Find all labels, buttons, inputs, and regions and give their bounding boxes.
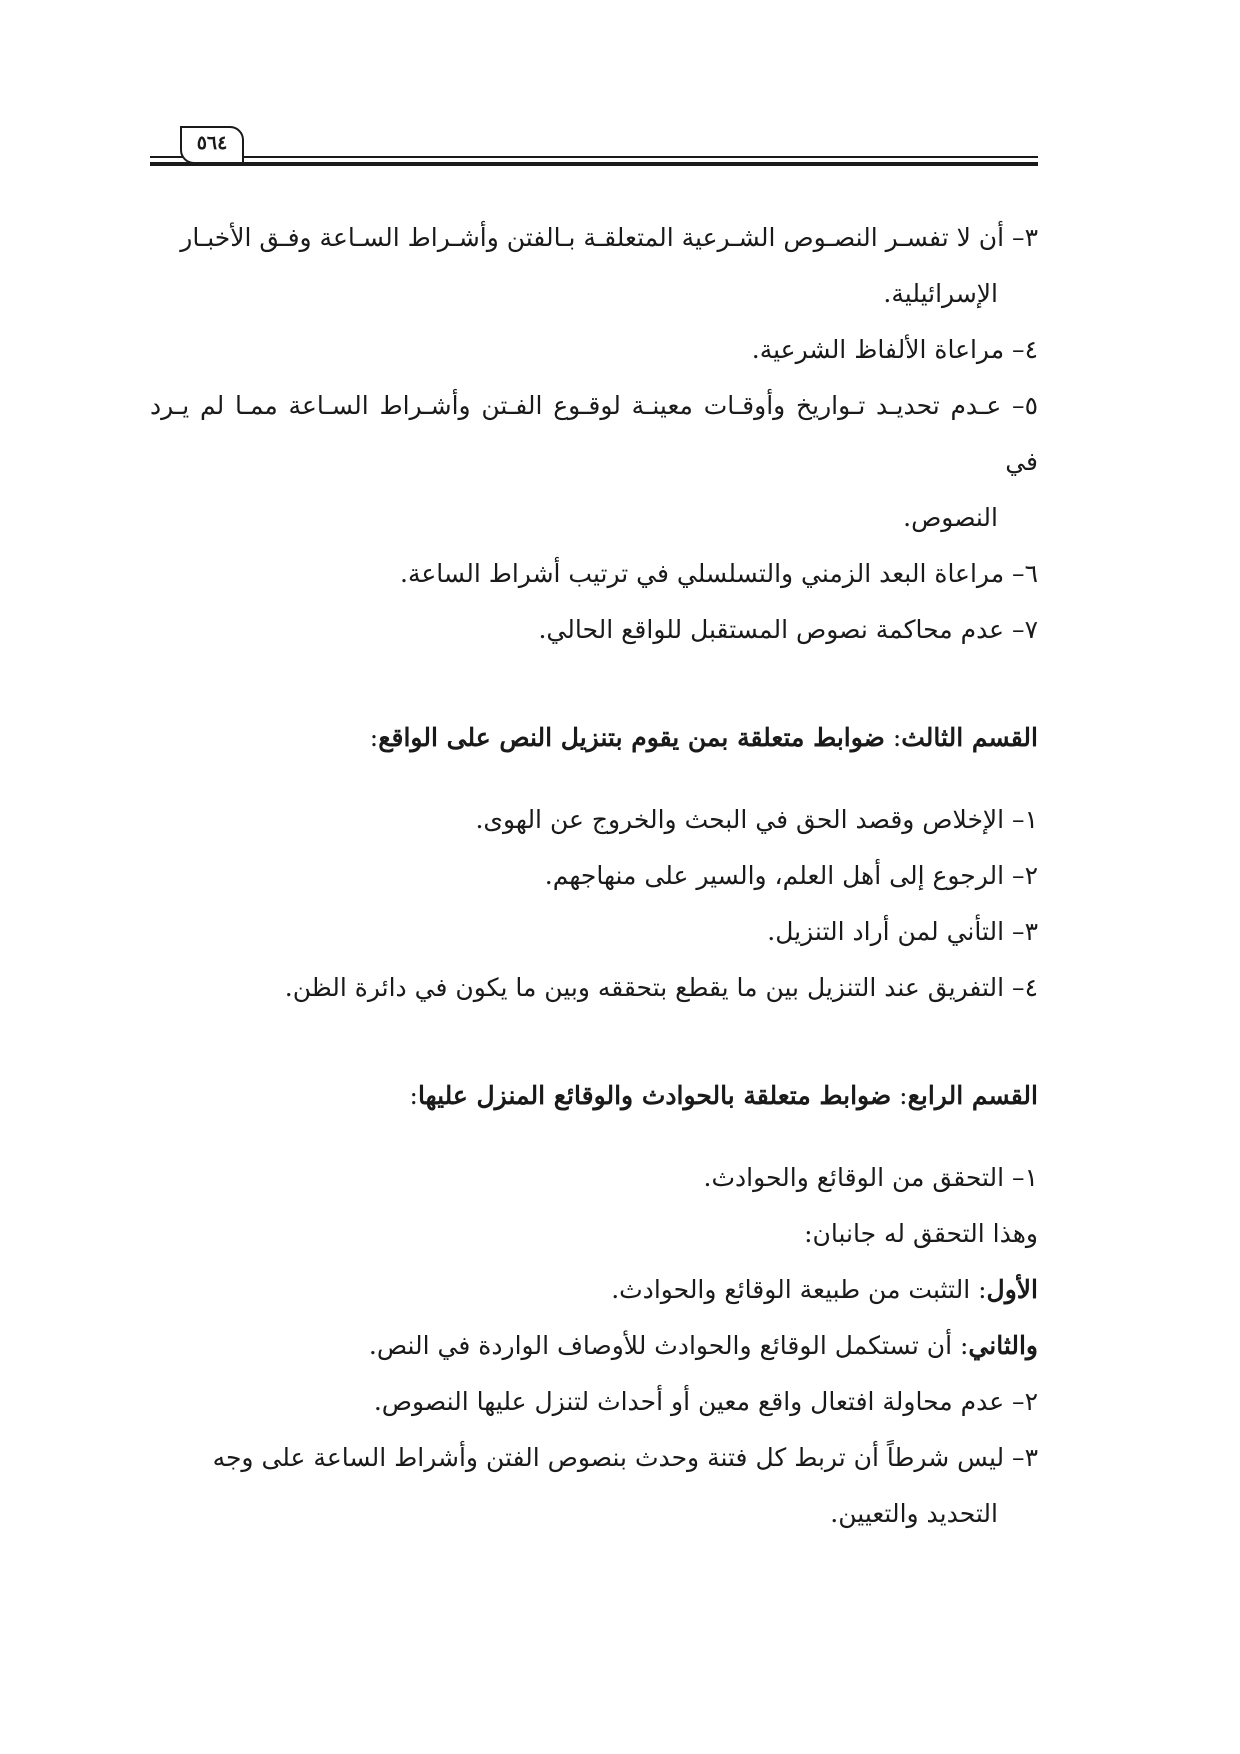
section-three-list: [150, 792, 1038, 1016]
section-heading-three: [150, 710, 1038, 766]
list-item-continuation: التحديد والتعيين.: [830, 1499, 998, 1528]
section-title: ضوابط متعلقة بمن يقوم بتنزيل النص على الواقع: [378, 723, 885, 752]
list-item: ١– الإخلاص وقصد الحق في البحث والخروج عن الهوى.: [475, 805, 1038, 834]
section-four-list: [150, 1150, 1038, 1542]
top-list: [150, 210, 1038, 658]
section-end: :: [369, 723, 379, 752]
sub-point-second: [150, 1318, 1038, 1374]
list-item: ٦– مراعاة البعد الزمني والتسلسلي في ترتيب أشراط الساعة.: [400, 559, 1038, 588]
list-item: ٣– ليس شرطاً أن تربط كل فتنة وحدث بنصوص الفتن وأشراط الساعة على وجه: [212, 1443, 1038, 1472]
header-rule-thick: [150, 162, 1038, 166]
list-item-continuation: الإسرائيلية.: [883, 279, 998, 308]
sub-point-label: الأول: [986, 1275, 1038, 1304]
page-body: [150, 210, 1038, 1542]
section-heading-four: [150, 1068, 1038, 1124]
section-end: :: [409, 1081, 418, 1110]
list-item: ٥– عـدم تحديـد تـواريخ وأوقـات معينـة لوقـوع الفـتن وأشـراط السـاعة ممـا لم يـرد في: [150, 391, 1038, 476]
list-item: ٣– أن لا تفسـر النصـوص الشـرعية المتعلقـة بـالفتن وأشـراط السـاعة وفـق الأخبـار: [180, 223, 1038, 252]
sub-point-text: : أن تستكمل الوقائع والحوادث للأوصاف الواردة في النص.: [368, 1331, 969, 1360]
list-item: ١– التحقق من الوقائع والحوادث.: [703, 1163, 1038, 1192]
header-rule-thin: [150, 156, 1038, 158]
section-title: ضوابط متعلقة بالحوادث والوقائع المنزل عليها: [417, 1081, 892, 1110]
sub-point-first: [150, 1262, 1038, 1318]
paragraph-intro: وهذا التحقق له جانبان:: [804, 1219, 1038, 1248]
list-item: ٢– الرجوع إلى أهل العلم، والسير على منهاجهم.: [544, 861, 1038, 890]
list-item: ٧– عدم محاكمة نصوص المستقبل للواقع الحالي.: [538, 615, 1038, 644]
list-item: ٢– عدم محاولة افتعال واقع معين أو أحداث لتنزل عليها النصوص.: [373, 1387, 1038, 1416]
page-header: [150, 126, 1038, 174]
sub-point-label: والثاني: [968, 1331, 1038, 1360]
section-label: القسم الثالث: [901, 723, 1038, 752]
list-item: ٤– التفريق عند التنزيل بين ما يقطع بتحققه وبين ما يكون في دائرة الظن.: [284, 973, 1038, 1002]
list-item: ٤– مراعاة الألفاظ الشرعية.: [751, 335, 1038, 364]
list-item: ٣– التأني لمن أراد التنزيل.: [767, 917, 1038, 946]
section-label: القسم الرابع: [907, 1081, 1038, 1110]
sub-point-text: : التثبت من طبيعة الوقائع والحوادث.: [611, 1275, 987, 1304]
list-item-continuation: النصوص.: [903, 503, 998, 532]
section-separator: :: [891, 1081, 908, 1110]
page-number: ٥٦٤: [180, 126, 244, 164]
section-separator: :: [884, 723, 902, 752]
